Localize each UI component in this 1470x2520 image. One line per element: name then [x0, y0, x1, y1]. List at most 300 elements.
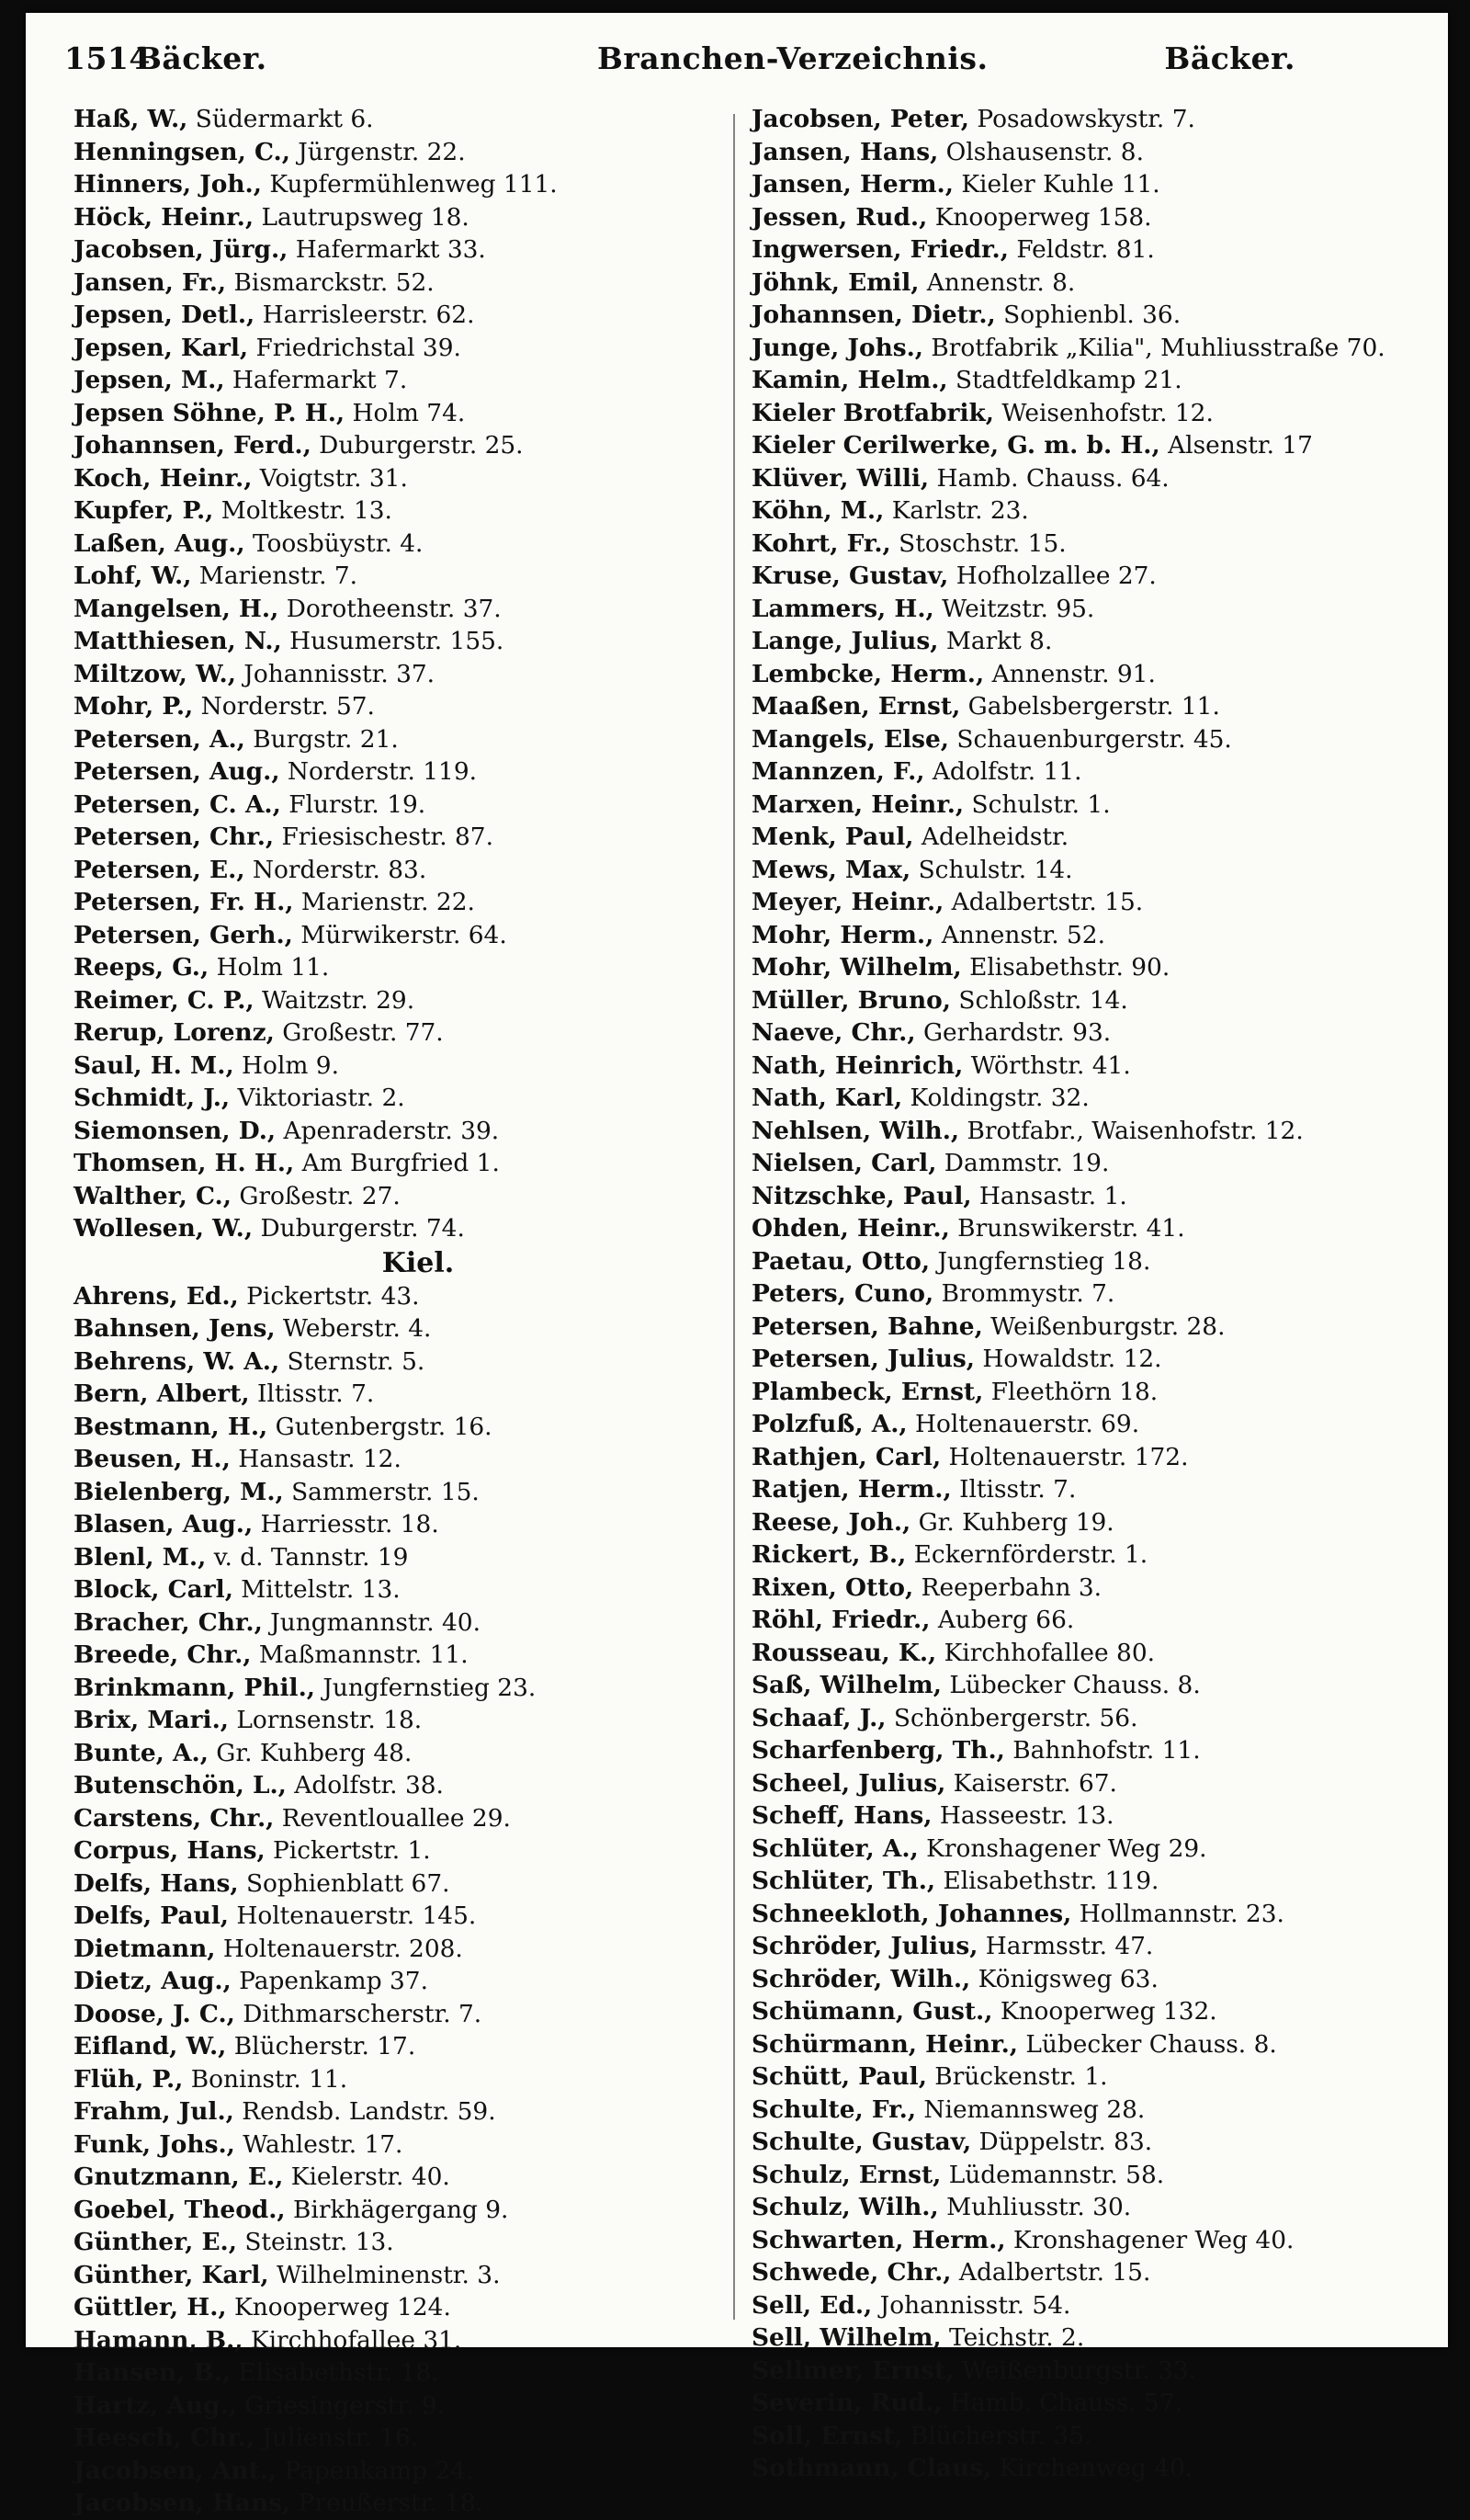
list-item: [752, 1082, 1436, 1115]
entry-name: Günther, Karl,: [74, 2260, 269, 2289]
entry-name: Bahnsen, Jens,: [74, 1314, 276, 1343]
entry-address: Norderstr. 83.: [252, 855, 427, 884]
entry-name: Meyer, Heinr.,: [752, 888, 944, 916]
entry-address: Hansastr. 1.: [978, 1181, 1127, 1210]
entry-address: Brommystr. 7.: [941, 1279, 1115, 1308]
list-item: [74, 984, 735, 1017]
entry-address: Pickertstr. 1.: [273, 1836, 431, 1865]
entry-name: Corpus, Hans,: [74, 1836, 266, 1865]
entry-name: Schümann, Gust.,: [752, 1997, 993, 2026]
entry-name: Maaßen, Ernst,: [752, 692, 961, 721]
list-item: [74, 462, 735, 495]
entry-name: Köhn, M.,: [752, 496, 885, 525]
entry-name: Schütt, Paul,: [752, 2062, 927, 2091]
list-item: [752, 2126, 1436, 2159]
list-item: [74, 821, 735, 854]
entry-name: Jansen, Herm.,: [752, 170, 954, 199]
list-item: [74, 1867, 735, 1901]
list-item: [74, 690, 735, 723]
list-item: [74, 267, 735, 300]
entry-name: Saß, Wilhelm,: [752, 1671, 942, 1699]
entry-name: Jepsen, Karl,: [74, 333, 249, 362]
entry-name: Jacobsen, Ant.,: [74, 2456, 277, 2485]
list-item: [74, 103, 735, 136]
entry-address: Gabelsbergerstr. 11.: [967, 692, 1220, 721]
entry-name: Kupfer, P.,: [74, 496, 214, 525]
entry-name: Rousseau, K.,: [752, 1638, 937, 1667]
list-item: [752, 1408, 1436, 1441]
entry-address: Brunswikerstr. 41.: [957, 1214, 1185, 1243]
list-item: [74, 919, 735, 952]
list-item: [74, 854, 735, 887]
entry-name: Petersen, Julius,: [752, 1345, 975, 1373]
entry-address: Hafermarkt 7.: [232, 366, 408, 394]
entry-address: Harriesstr. 18.: [260, 1510, 439, 1538]
list-item: [752, 1277, 1436, 1311]
entry-address: Duburgerstr. 74.: [260, 1214, 465, 1243]
entry-name: Nath, Heinrich,: [752, 1050, 964, 1080]
list-item: [74, 1704, 735, 1737]
header-center-title: Branchen-Verzeichnis.: [597, 40, 989, 76]
list-item: [752, 2028, 1436, 2061]
entry-address: Teichstr. 2.: [949, 2323, 1085, 2352]
entry-address: Blücherstr. 17.: [233, 2032, 416, 2060]
list-item: [752, 2420, 1436, 2453]
list-item: [752, 1734, 1436, 1767]
entry-address: Hofholzallee 27.: [956, 562, 1157, 590]
entry-name: Bestmann, H.,: [74, 1412, 268, 1441]
entry-name: Laßen, Aug.,: [74, 528, 245, 558]
entry-name: Flüh, P.,: [74, 2064, 184, 2094]
list-item: [74, 2161, 735, 2194]
entry-name: Klüver, Willi,: [752, 463, 930, 493]
entry-address: Dammstr. 19.: [944, 1149, 1110, 1177]
list-item: [74, 723, 735, 756]
entry-address: Holm 11.: [216, 953, 330, 982]
entry-address: Auberg 66.: [937, 1606, 1075, 1634]
entry-name: Delfs, Paul,: [74, 1901, 229, 1930]
list-item: [752, 1180, 1436, 1213]
entry-name: Brinkmann, Phil.,: [74, 1673, 315, 1702]
entry-name: Dietz, Aug.,: [74, 1967, 232, 1995]
entry-address: Lübecker Chauss. 8.: [1025, 2029, 1277, 2059]
list-item: [74, 658, 735, 691]
entry-address: Adolfstr. 38.: [294, 1771, 444, 1799]
entry-name: Kieler Brotfabrik,: [752, 398, 994, 427]
list-item: [74, 1378, 735, 1411]
entry-name: Jacobsen, Hans,: [74, 2489, 291, 2517]
entry-address: Harmsstr. 47.: [985, 1932, 1154, 1960]
list-item: [74, 494, 735, 528]
entry-name: Behrens, W. A.,: [74, 1346, 280, 1376]
entry-name: Jacobsen, Jürg.,: [74, 235, 288, 264]
entry-address: Holtenauerstr. 145.: [236, 1901, 477, 1930]
entry-address: Adalbertstr. 15.: [951, 888, 1144, 916]
entry-name: Sothmann, Claus,: [752, 2454, 992, 2482]
entry-list: [74, 103, 735, 1245]
entry-address: Reventlouallee 29.: [281, 1803, 511, 1833]
entry-name: Rixen, Otto,: [752, 1572, 914, 1602]
entry-address: Johannisstr. 54.: [879, 2290, 1071, 2320]
entry-name: Schulz, Ernst,: [752, 2160, 942, 2189]
list-item: [752, 1930, 1436, 1963]
entry-name: Schlüter, A.,: [752, 1833, 919, 1863]
entry-name: Hansen, B.,: [74, 2358, 232, 2387]
entry-address: Fleethörn 18.: [990, 1377, 1159, 1406]
entry-name: Ratjen, Herm.,: [752, 1475, 952, 1504]
entry-address: Annenstr. 8.: [926, 267, 1076, 297]
list-item: [752, 1506, 1436, 1539]
list-item: [74, 886, 735, 919]
entry-address: Friedrichstal 39.: [255, 333, 461, 362]
list-item: [752, 1376, 1436, 1409]
list-item: [752, 1311, 1436, 1344]
list-item: [74, 1834, 735, 1867]
entry-address: Howaldstr. 12.: [982, 1345, 1162, 1373]
entry-address: Lautrupsweg 18.: [261, 202, 469, 232]
entry-name: Walther, C.,: [74, 1181, 232, 1210]
list-item: [74, 2030, 735, 2063]
list-item: [74, 1769, 735, 1802]
entry-address: Gerhardstr. 93.: [922, 1018, 1112, 1047]
entry-address: Kieler Kuhle 11.: [961, 170, 1160, 199]
list-item: [752, 2387, 1436, 2420]
entry-address: Holtenauerstr. 69.: [914, 1410, 1140, 1438]
list-item: [752, 2452, 1436, 2485]
entry-name: Jepsen, M.,: [74, 366, 225, 394]
entry-name: Lohf, W.,: [74, 562, 192, 590]
entry-address: Julienstr. 16.: [262, 2424, 419, 2452]
list-item: [74, 1345, 735, 1379]
entry-address: Knooperweg 132.: [1000, 1997, 1217, 2026]
entry-name: Butenschön, L.,: [74, 1771, 287, 1799]
list-item: [752, 1441, 1436, 1474]
entry-name: Jansen, Hans,: [752, 137, 939, 166]
entry-name: Nehlsen, Wilh.,: [752, 1116, 960, 1145]
list-item: [74, 2063, 735, 2096]
list-item: [752, 755, 1436, 789]
entry-address: Schulstr. 1.: [971, 789, 1111, 819]
entry-address: Burgstr. 21.: [253, 724, 399, 754]
entry-name: Güttler, H.,: [74, 2293, 227, 2321]
list-item: [74, 2422, 735, 2455]
entry-address: Markt 8.: [945, 627, 1053, 655]
list-item: [74, 397, 735, 430]
entry-name: Mannzen, F.,: [752, 757, 925, 786]
entry-address: Weberstr. 4.: [282, 1314, 432, 1343]
list-item: [74, 2324, 735, 2357]
entry-name: Jessen, Rud.,: [752, 202, 928, 232]
entry-name: Sell, Ed.,: [752, 2290, 873, 2320]
right-column: [752, 103, 1436, 2485]
list-item: [74, 2356, 735, 2389]
list-item: [74, 233, 735, 267]
entry-address: Iltisstr. 7.: [959, 1475, 1077, 1504]
list-item: [752, 789, 1436, 822]
entry-address: Olshausenstr. 8.: [945, 137, 1144, 166]
entry-name: Bern, Albert,: [74, 1379, 250, 1408]
list-item: [752, 951, 1436, 984]
list-item: [752, 332, 1436, 365]
entry-name: Haß, W.,: [74, 105, 188, 133]
entry-address: Kronshagener Weg 29.: [926, 1833, 1207, 1863]
entry-name: Goebel, Theod.,: [74, 2195, 286, 2224]
list-item: [752, 2191, 1436, 2224]
list-item: [74, 1082, 735, 1115]
entry-name: Matthiesen, N.,: [74, 627, 282, 655]
entry-name: Bunte, A.,: [74, 1738, 209, 1767]
list-item: [74, 1998, 735, 2031]
list-item: [74, 1016, 735, 1050]
entry-address: Holm 9.: [242, 1050, 339, 1080]
list-item: [74, 1965, 735, 1998]
entry-name: Schröder, Wilh.,: [752, 1964, 971, 1993]
entry-address: Kaiserstr. 67.: [953, 1768, 1117, 1798]
list-item: [752, 136, 1436, 169]
entry-name: Mangels, Else,: [752, 724, 949, 754]
entry-address: Viktoriastr. 2.: [237, 1084, 405, 1112]
entry-name: Lembcke, Herm.,: [752, 659, 985, 688]
directory-page: [26, 13, 1448, 2517]
list-item: [752, 1963, 1436, 1996]
entry-name: Brix, Mari.,: [74, 1706, 229, 1734]
entry-name: Jacobsen, Peter,: [752, 105, 969, 133]
column-divider: [733, 114, 735, 2320]
entry-name: Rerup, Lorenz,: [74, 1018, 275, 1047]
entry-address: Feldstr. 81.: [1016, 235, 1155, 264]
entry-address: Holm 74.: [352, 398, 466, 427]
entry-address: Jungfernstieg 23.: [322, 1673, 537, 1702]
entry-name: Koch, Heinr.,: [74, 463, 253, 493]
entry-name: Nitzschke, Paul,: [752, 1181, 972, 1210]
entry-name: Petersen, Chr.,: [74, 823, 275, 851]
entry-address: Wörthstr. 41.: [970, 1050, 1131, 1080]
entry-name: Peters, Cuno,: [752, 1279, 934, 1308]
entry-address: Voigtstr. 31.: [259, 463, 408, 493]
entry-name: Delfs, Hans,: [74, 1868, 239, 1898]
entry-address: Großestr. 27.: [239, 1181, 401, 1210]
entry-name: Frahm, Jul.,: [74, 2097, 234, 2126]
list-item: [752, 1767, 1436, 1800]
list-item: [752, 2060, 1436, 2094]
entry-name: Saul, H. M.,: [74, 1050, 234, 1080]
entry-address: Iltisstr. 7.: [256, 1379, 375, 1408]
entry-address: Stadtfeldkamp 21.: [956, 366, 1182, 394]
entry-name: Sell, Wilhelm,: [752, 2323, 942, 2352]
entry-address: Sammerstr. 15.: [291, 1477, 480, 1506]
list-item: [74, 429, 735, 462]
list-item: [752, 593, 1436, 626]
entry-name: Funk, Johs.,: [74, 2129, 235, 2159]
entry-address: Jürgenstr. 22.: [298, 137, 466, 166]
list-item: [752, 1572, 1436, 1605]
entry-address: Adalbertstr. 15.: [958, 2258, 1151, 2287]
list-item: [74, 1573, 735, 1606]
entry-address: Flurstr. 19.: [288, 789, 426, 819]
entry-name: Schwarten, Herm.,: [752, 2225, 1006, 2254]
entry-name: Sellmer, Ernst,: [752, 2355, 955, 2385]
list-item: [752, 2159, 1436, 2192]
entry-address: Husumerstr. 155.: [289, 627, 504, 655]
entry-name: Schmidt, J.,: [74, 1084, 231, 1112]
entry-name: Schaaf, J.,: [752, 1703, 887, 1732]
entry-name: Schulte, Fr.,: [752, 2094, 917, 2124]
list-item: [74, 2291, 735, 2324]
list-item: [752, 1799, 1436, 1833]
entry-list: [74, 1280, 735, 2520]
entry-name: Johannsen, Ferd.,: [74, 431, 311, 460]
entry-name: Jepsen Söhne, P. H.,: [74, 398, 345, 427]
entry-address: Lornsenstr. 18.: [236, 1706, 423, 1734]
entry-name: Petersen, E.,: [74, 855, 245, 884]
entry-name: Jöhnk, Emil,: [752, 267, 920, 297]
entry-name: Hinners, Joh.,: [74, 170, 262, 199]
entry-address: Mittelstr. 13.: [241, 1575, 401, 1604]
entry-address: Griesingerstr. 9.: [244, 2390, 446, 2420]
list-item: [74, 1115, 735, 1148]
list-item: [752, 1995, 1436, 2028]
entry-address: Holtenauerstr. 172.: [948, 1442, 1189, 1471]
list-item: [752, 299, 1436, 332]
entry-address: Hasseestr. 13.: [939, 1801, 1114, 1830]
entry-name: Mohr, P.,: [74, 692, 194, 721]
entry-name: Severin, Rud.,: [752, 2389, 943, 2417]
entry-address: Annenstr. 52.: [941, 920, 1105, 949]
list-item: [752, 1865, 1436, 1898]
section-heading: Kiel.: [381, 1246, 455, 1279]
list-item: [752, 201, 1436, 234]
entry-address: Gr. Kuhberg 48.: [216, 1738, 413, 1767]
entry-name: Mohr, Wilhelm,: [752, 953, 962, 982]
entry-address: Elisabethstr. 90.: [969, 953, 1170, 982]
entry-name: Rickert, B.,: [752, 1540, 907, 1569]
entry-name: Block, Carl,: [74, 1575, 233, 1604]
list-item: [74, 2487, 735, 2520]
list-item: [752, 1016, 1436, 1050]
list-item: [752, 821, 1436, 854]
entry-address: Birkhägergang 9.: [293, 2195, 509, 2224]
list-item: [74, 1802, 735, 1835]
list-item: [74, 755, 735, 789]
entry-name: Kieler Cerilwerke, G. m. b. H.,: [752, 431, 1160, 460]
list-item: [74, 1508, 735, 1541]
entry-name: Miltzow, W.,: [74, 659, 236, 688]
list-item: [74, 1606, 735, 1640]
list-item: [74, 299, 735, 332]
list-item: [74, 593, 735, 626]
entry-address: Marienstr. 22.: [300, 888, 475, 916]
list-item: [74, 1672, 735, 1705]
list-item: [74, 1411, 735, 1444]
entry-address: Kirchenweg 40.: [999, 2454, 1193, 2482]
entry-address: Königsweg 63.: [978, 1964, 1159, 1993]
entry-name: Jepsen, Detl.,: [74, 301, 255, 329]
list-item: [752, 429, 1436, 462]
entry-address: Jungfernstieg 18.: [937, 1246, 1151, 1276]
entry-address: Holtenauerstr. 208.: [222, 1934, 463, 1963]
list-item: [74, 1443, 735, 1476]
list-item: [752, 2256, 1436, 2289]
list-item: [752, 886, 1436, 919]
entry-address: Kirchhofallee 31.: [250, 2325, 462, 2355]
list-item: [752, 1538, 1436, 1572]
list-item: [752, 168, 1436, 201]
list-item: [752, 1050, 1436, 1083]
entry-name: Bielenberg, M.,: [74, 1477, 284, 1506]
list-item: [752, 1473, 1436, 1506]
entry-address: Boninstr. 11.: [190, 2064, 348, 2094]
entry-name: Schröder, Julius,: [752, 1932, 978, 1960]
list-item: [74, 789, 735, 822]
entry-address: Duburgerstr. 25.: [319, 431, 524, 460]
entry-name: Siemonsen, D.,: [74, 1116, 277, 1145]
list-item: [752, 1702, 1436, 1735]
entry-address: Hollmannstr. 23.: [1079, 1899, 1284, 1928]
entry-address: Lübecker Chauss. 8.: [949, 1671, 1201, 1699]
entry-name: Röhl, Friedr.,: [752, 1606, 931, 1634]
list-item: [74, 2226, 735, 2259]
list-item: [74, 625, 735, 658]
entry-name: Petersen, C. A.,: [74, 789, 281, 819]
entry-name: Schulte, Gustav,: [752, 2128, 972, 2156]
entry-address: Brückenstr. 1.: [934, 2062, 1108, 2091]
entry-name: Schürmann, Heinr.,: [752, 2029, 1018, 2059]
entry-address: Jungmannstr. 40.: [270, 1607, 481, 1637]
list-item: [752, 854, 1436, 887]
entry-address: Kirchhofallee 80.: [944, 1638, 1156, 1667]
entry-name: Kruse, Gustav,: [752, 562, 949, 590]
entry-name: Reeps, G.,: [74, 953, 209, 982]
list-item: [74, 1050, 735, 1083]
entry-name: Kohrt, Fr.,: [752, 528, 891, 558]
entry-name: Reese, Joh.,: [752, 1507, 911, 1537]
list-item: [752, 2321, 1436, 2355]
list-item: [74, 332, 735, 365]
entry-name: Doose, J. C.,: [74, 1999, 235, 2028]
entry-address: Alsenstr. 17: [1168, 431, 1313, 460]
entry-name: Reimer, C. P.,: [74, 985, 254, 1015]
list-item: [74, 2259, 735, 2292]
list-item: [752, 919, 1436, 952]
page-number: 1514: [64, 40, 151, 76]
entry-name: Eifland, W.,: [74, 2032, 227, 2060]
list-item: [74, 1639, 735, 1672]
entry-address: Moltkestr. 13.: [220, 496, 392, 525]
list-item: [74, 168, 735, 201]
list-item: [752, 1343, 1436, 1376]
list-item: [74, 2455, 735, 2488]
entry-address: Hamb. Chauss. 57.: [949, 2389, 1183, 2417]
list-item: [752, 625, 1436, 658]
entry-name: Heesch, Chr.,: [74, 2424, 255, 2452]
entry-address: Apenraderstr. 39.: [283, 1116, 500, 1145]
list-item: [752, 984, 1436, 1017]
entry-address: Großestr. 77.: [282, 1018, 444, 1047]
list-item: [752, 1212, 1436, 1245]
entry-address: Kronshagener Weg 40.: [1012, 2225, 1295, 2254]
entry-address: Karlstr. 23.: [891, 496, 1029, 525]
entry-address: Gutenbergstr. 16.: [275, 1412, 492, 1441]
entry-address: Norderstr. 119.: [287, 757, 478, 786]
list-item: [74, 2095, 735, 2128]
list-item: [752, 2355, 1436, 2388]
entry-name: Hartz, Aug.,: [74, 2390, 237, 2420]
entry-list: [752, 103, 1436, 2485]
entry-name: Petersen, A.,: [74, 724, 245, 754]
left-column: [74, 103, 735, 2520]
entry-name: Mangelsen, H.,: [74, 594, 279, 623]
list-item: [74, 560, 735, 593]
